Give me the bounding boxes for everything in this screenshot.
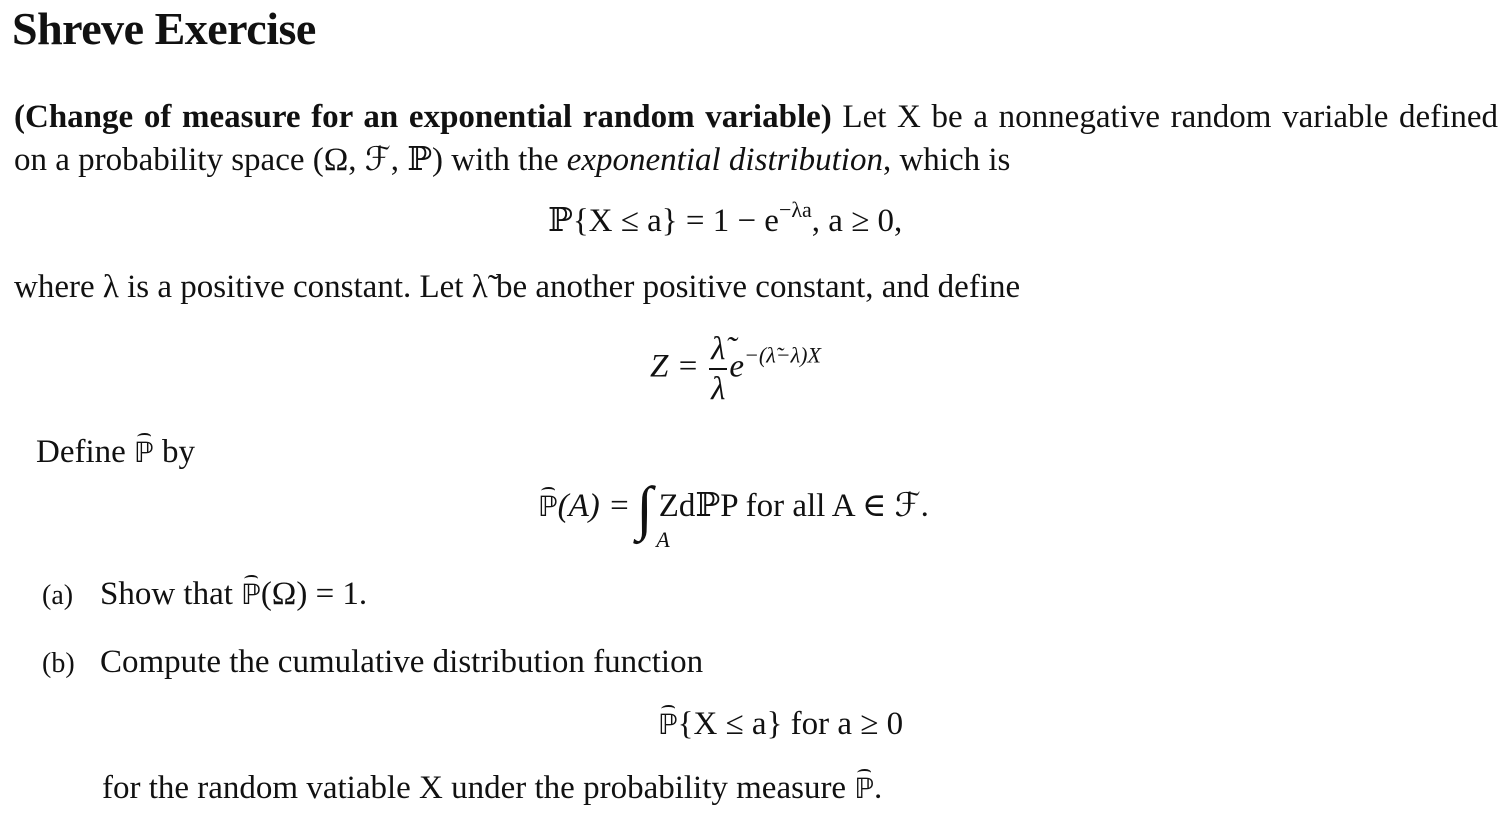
equation-measure-symbol: ℙ bbox=[538, 490, 558, 524]
item-a-label: (a) bbox=[42, 580, 74, 611]
intro-italic-term: exponential distribution bbox=[566, 142, 883, 178]
integral-subscript: A bbox=[656, 527, 670, 552]
equation-measure bbox=[538, 474, 929, 552]
list-item-b bbox=[42, 644, 703, 681]
equation-distribution bbox=[548, 197, 903, 240]
intro-text-2: , which is bbox=[882, 142, 1011, 178]
define-line bbox=[36, 434, 195, 471]
equation-cdf-symbol: ℙ bbox=[658, 708, 678, 741]
item-a-rest: (Ω) = 1. bbox=[260, 576, 368, 612]
list-item-a bbox=[42, 576, 367, 613]
intro-text-1: Let X be a nonnegative random variable defined on a probability space (Ω, ℱ, ℙ) with the bbox=[14, 99, 1498, 178]
equation-cdf-rest: {X ≤ a} for a ≥ 0 bbox=[677, 706, 904, 742]
tail-text-main: for the random vatiable X under the probability measure bbox=[102, 770, 855, 806]
item-b-label: (b) bbox=[42, 648, 75, 679]
equation-z-lhs: Z = bbox=[650, 348, 699, 385]
equation-distribution-main: ℙ{X ≤ a} = 1 − e bbox=[548, 203, 779, 239]
define-by-text: by bbox=[153, 434, 195, 470]
equation-measure-rhs: ZdℙP for all A ∈ ℱ. bbox=[658, 488, 929, 525]
p-tilde-symbol: ℙ bbox=[134, 436, 154, 469]
define-text: Define bbox=[36, 434, 126, 470]
equation-cdf bbox=[658, 706, 903, 743]
paragraph-where: where λ is a positive constant. Let λ̃ be another positive constant, and define bbox=[14, 269, 1021, 305]
equation-z-fraction bbox=[709, 330, 727, 408]
exercise-heading: (Change of measure for an exponential random variable) bbox=[14, 99, 832, 135]
equation-distribution-exponent: −λa bbox=[778, 197, 812, 222]
equation-z-exponent: −(λ̃−λ)X bbox=[744, 342, 821, 368]
intro-paragraph bbox=[14, 96, 1498, 182]
equation-measure-lhs: (A) = bbox=[557, 488, 631, 525]
tail-symbol: ℙ bbox=[854, 772, 874, 805]
item-b-text: Compute the cumulative distribution function bbox=[100, 644, 704, 680]
integral-sign: ∫ A bbox=[636, 475, 670, 552]
item-a-symbol: ℙ bbox=[241, 578, 261, 611]
equation-distribution-tail: , a ≥ 0, bbox=[811, 203, 903, 239]
tail-end: . bbox=[873, 770, 883, 806]
equation-z bbox=[650, 330, 821, 408]
page-title: Shreve Exercise bbox=[12, 3, 316, 54]
equation-z-numerator: λ̃ bbox=[709, 330, 727, 370]
tail-text bbox=[102, 770, 882, 807]
equation-z-base: e bbox=[729, 348, 745, 385]
item-a-text: Show that bbox=[100, 576, 242, 612]
equation-z-denominator: λ bbox=[711, 371, 726, 407]
